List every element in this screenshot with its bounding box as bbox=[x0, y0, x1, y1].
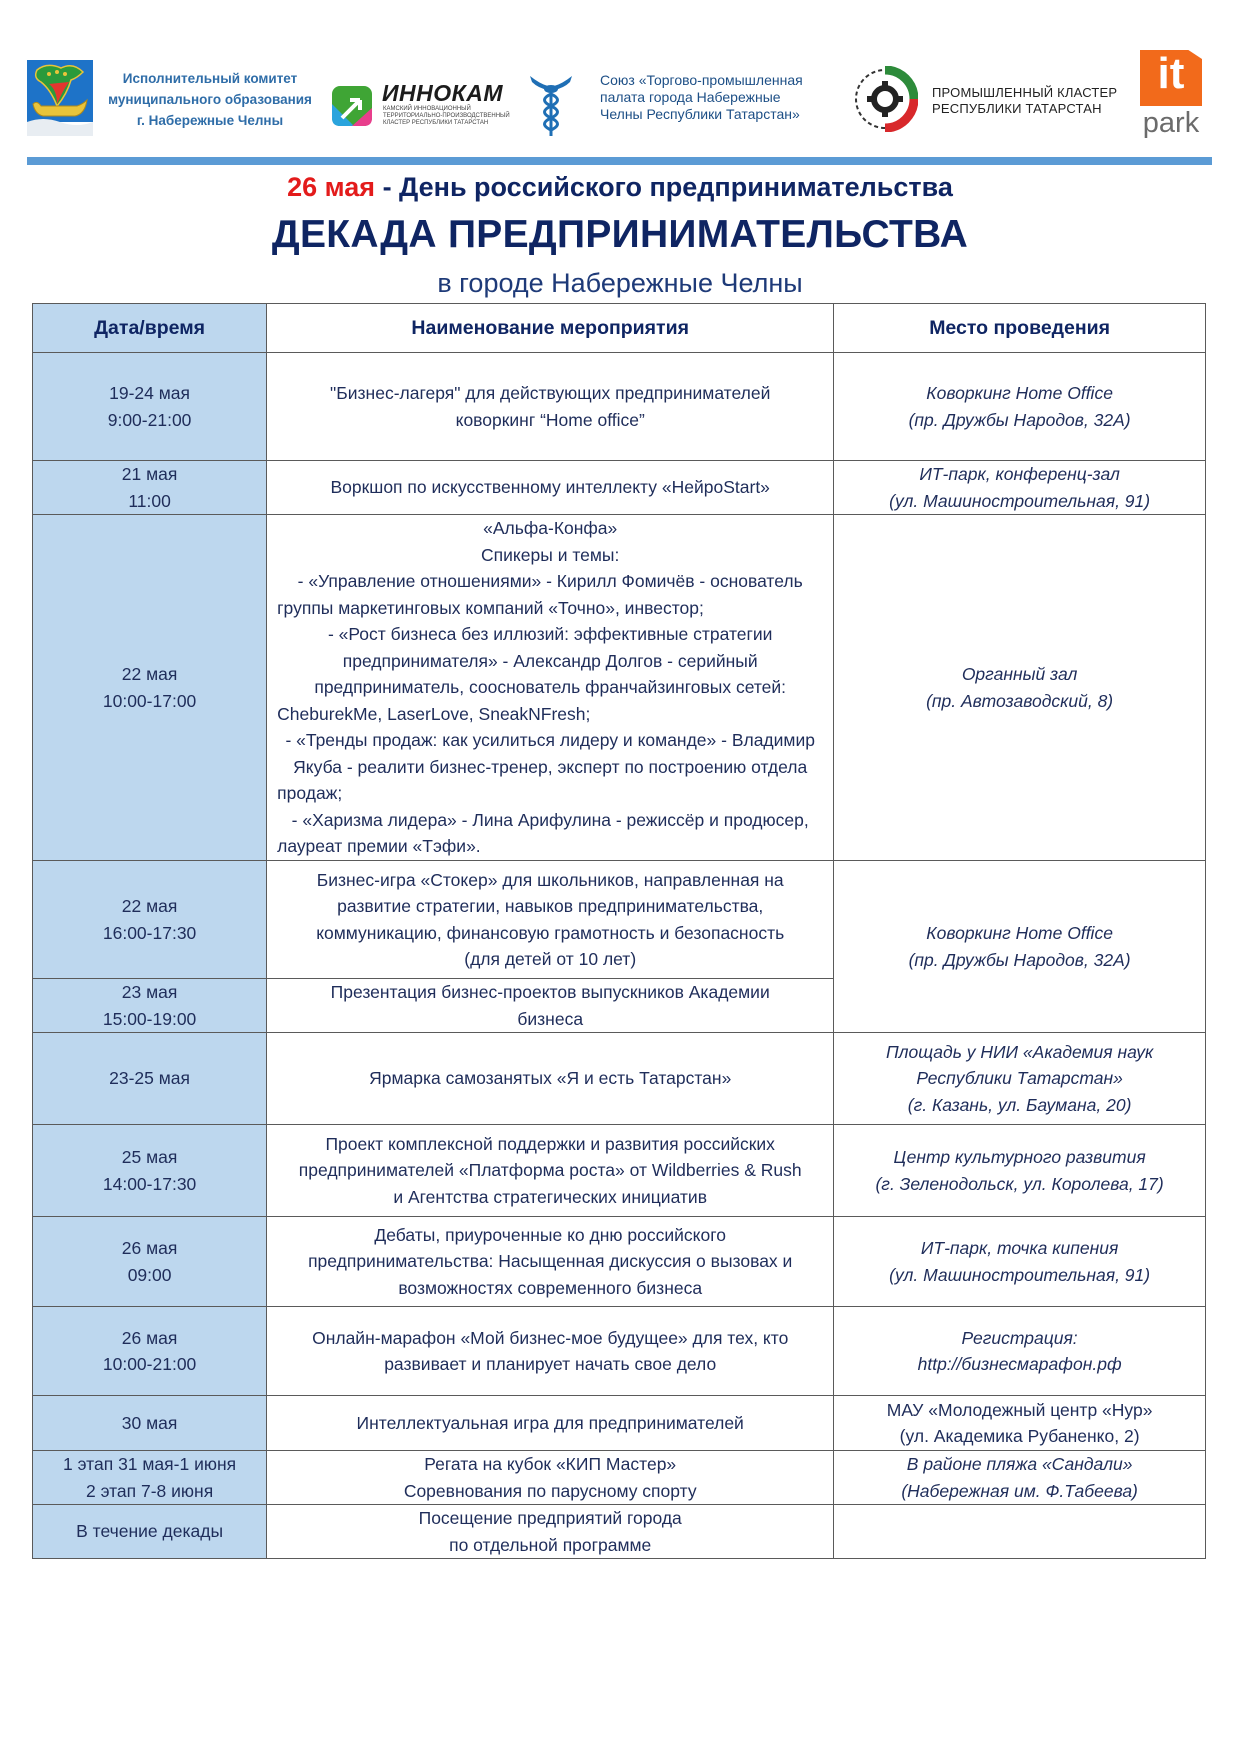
chamber-line-2: палата города Набережные bbox=[600, 89, 781, 105]
event-cell bbox=[267, 1451, 834, 1505]
event-text: Онлайн-марафон «Мой бизнес-мое будущее» для тех, кто bbox=[312, 1327, 789, 1348]
innokam-name: ИННОКАМ bbox=[382, 80, 504, 106]
date-cell bbox=[33, 461, 267, 515]
table-header-row bbox=[33, 304, 1206, 353]
date-text: 22 мая bbox=[121, 896, 178, 916]
place-cell bbox=[834, 1125, 1206, 1217]
place-text: Коворкинг Home Office bbox=[926, 383, 1113, 403]
place-address: (ул. Машиностроительная, 91) bbox=[889, 1264, 1151, 1285]
event-text: Проект комплексной поддержки и развития российских bbox=[325, 1133, 775, 1154]
event-text: развитие стратегии, навыков предпринимательства, bbox=[337, 896, 764, 916]
chamber-line-3: Челны Республики Татарстан» bbox=[600, 106, 800, 122]
table-row bbox=[33, 1033, 1206, 1125]
date-text: 30 мая bbox=[121, 1412, 178, 1433]
time-text: 09:00 bbox=[127, 1264, 172, 1285]
event-text: "Бизнес-лагеря" для действующих предпринимателей bbox=[330, 383, 771, 403]
gear-icon bbox=[852, 66, 918, 132]
date-text: 23 мая bbox=[121, 982, 178, 1002]
event-text: и Агентства стратегических инициатив bbox=[393, 1186, 708, 1207]
itpark-park-text: park bbox=[1142, 107, 1200, 139]
table-row bbox=[33, 515, 1206, 861]
place-address: (ул. Академика Рубаненко, 2) bbox=[899, 1426, 1140, 1446]
date-cell bbox=[33, 1396, 267, 1451]
event-cell bbox=[267, 1396, 834, 1451]
innokam-logo bbox=[330, 78, 520, 133]
date-text: 26 мая bbox=[121, 1238, 178, 1258]
place-text: ИТ-парк, конференц-зал bbox=[919, 464, 1120, 484]
event-text: Дебаты, приуроченные ко дню российского bbox=[374, 1224, 726, 1245]
time-text: 10:00-21:00 bbox=[102, 1354, 197, 1374]
innokam-sub-1: КАМСКИЙ ИННОВАЦИОННЫЙ bbox=[383, 106, 471, 112]
table-row bbox=[33, 461, 1206, 515]
event-title: «Альфа-Конфа» bbox=[483, 518, 618, 539]
place-cell bbox=[834, 353, 1206, 461]
time-text: 16:00-17:30 bbox=[102, 922, 197, 943]
table-row bbox=[33, 353, 1206, 461]
event-text: предпринимательства: Насыщенная дискуссия о вызовах и bbox=[308, 1251, 793, 1272]
title-line-1-rest: - День российского предпринимательства bbox=[375, 172, 953, 202]
cluster-line-2: РЕСПУБЛИКИ ТАТАРСТАН bbox=[932, 101, 1102, 116]
place-cell bbox=[834, 515, 1206, 861]
time-text: 10:00-17:00 bbox=[102, 690, 197, 711]
time-text: 14:00-17:30 bbox=[102, 1173, 197, 1194]
event-text: коворкинг “Home office” bbox=[455, 409, 645, 430]
date-cell bbox=[33, 979, 267, 1033]
event-cell bbox=[267, 1125, 834, 1217]
place-text: Коворкинг Home Office bbox=[926, 923, 1113, 943]
registration-link[interactable]: http://бизнесмарафон.рф bbox=[917, 1354, 1122, 1374]
place-address: (Набережная им. Ф.Табеева) bbox=[901, 1480, 1138, 1501]
executive-committee-name bbox=[100, 68, 320, 131]
place-address: (ул. Машиностроительная, 91) bbox=[889, 490, 1151, 511]
event-text: Соревнования по парусному спорту bbox=[403, 1480, 697, 1501]
date-cell bbox=[33, 1505, 267, 1559]
page-subtitle: в городе Набережные Челны bbox=[437, 268, 803, 298]
date-text: 1 этап 31 мая-1 июня bbox=[63, 1454, 237, 1474]
column-header-date: Дата/время bbox=[33, 304, 267, 353]
speaker-item: - «Харизма лидера» - Лина Арифулина - режиссёр и продюсер, лауреат премии «Тэфи». bbox=[277, 809, 809, 857]
place-text: ИТ-парк, точка кипения bbox=[920, 1238, 1119, 1258]
event-text: (для детей от 10 лет) bbox=[464, 949, 637, 969]
event-text: Ярмарка самозанятых «Я и есть Татарстан» bbox=[369, 1068, 732, 1089]
exec-line-1: Исполнительный комитет bbox=[122, 71, 298, 86]
place-address: (пр. Дружбы Народов, 32А) bbox=[908, 949, 1131, 970]
innokam-sub-3: КЛАСТЕР РЕСПУБЛИКИ ТАТАРСТАН bbox=[383, 120, 489, 126]
place-text: Центр культурного развития bbox=[893, 1147, 1146, 1167]
table-row bbox=[33, 1125, 1206, 1217]
table-row bbox=[33, 861, 1206, 979]
place-text: В районе пляжа «Сандали» bbox=[906, 1454, 1133, 1474]
date-text: В течение декады bbox=[76, 1521, 224, 1542]
industrial-cluster-name bbox=[932, 85, 1132, 117]
event-text: предпринимателей «Платформа роста» от Wildberries & Rush bbox=[298, 1160, 802, 1181]
place-address: (пр. Дружбы Народов, 32А) bbox=[908, 409, 1131, 430]
event-cell bbox=[267, 461, 834, 515]
speaker-item: - «Рост бизнеса без иллюзий: эффективные стратегии предпринимателя» - Александр Долгов - серийный предприниматель, сооснователь франчайзинговых сетей: CheburekMe, LaserLove, SneakNFresh; bbox=[277, 624, 787, 724]
date-cell bbox=[33, 515, 267, 861]
speaker-item: - «Тренды продаж: как усилиться лидеру и команде» - Владимир Якуба - реалити бизнес-тренер, эксперт по построению отдела продаж; bbox=[277, 730, 815, 804]
place-cell bbox=[834, 1307, 1206, 1396]
event-text: Бизнес-игра «Стокер» для школьников, направленная на bbox=[316, 869, 784, 890]
event-cell bbox=[267, 1033, 834, 1125]
place-cell bbox=[834, 861, 1206, 1033]
event-text: Регата на кубок «КИП Мастер» bbox=[424, 1454, 677, 1474]
place-cell bbox=[834, 1396, 1206, 1451]
column-header-place: Место проведения bbox=[834, 304, 1206, 353]
event-text: Посещение предприятий города bbox=[418, 1508, 682, 1528]
event-text: Презентация бизнес-проектов выпускников Академии bbox=[330, 982, 770, 1002]
date-cell bbox=[33, 1033, 267, 1125]
event-cell bbox=[267, 1217, 834, 1307]
event-cell bbox=[267, 353, 834, 461]
table-row bbox=[33, 1217, 1206, 1307]
place-address: (г. Казань, ул. Баумана, 20) bbox=[907, 1094, 1132, 1115]
event-cell bbox=[267, 1505, 834, 1559]
place-cell bbox=[834, 1217, 1206, 1307]
date-cell bbox=[33, 353, 267, 461]
place-cell-empty bbox=[834, 1505, 1206, 1559]
exec-line-3: г. Набережные Челны bbox=[136, 113, 284, 128]
place-cell bbox=[834, 1451, 1206, 1505]
itpark-logo bbox=[1140, 50, 1202, 142]
logos-header bbox=[0, 0, 1240, 160]
place-cell bbox=[834, 1033, 1206, 1125]
event-text: Интеллектуальная игра для предпринимателей bbox=[356, 1412, 744, 1433]
date-cell bbox=[33, 1125, 267, 1217]
innokam-subtitle bbox=[383, 106, 523, 127]
date-text: 23-25 мая bbox=[109, 1068, 191, 1089]
chamber-line-1: Союз «Торгово-промышленная bbox=[600, 72, 803, 88]
date-text: 25 мая bbox=[121, 1147, 178, 1167]
chamber-of-commerce-name bbox=[600, 72, 840, 123]
event-text: развивает и планирует начать свое дело bbox=[384, 1354, 717, 1374]
place-text: Республики Татарстан» bbox=[916, 1068, 1123, 1089]
column-header-event: Наименование мероприятия bbox=[267, 304, 834, 353]
event-text: коммуникацию, финансовую грамотность и безопасность bbox=[316, 922, 785, 943]
date-cell bbox=[33, 1451, 267, 1505]
date-cell bbox=[33, 861, 267, 979]
date-text: 2 этап 7-8 июня bbox=[85, 1480, 214, 1501]
table-row bbox=[33, 1307, 1206, 1396]
innokam-sub-2: ТЕРРИТОРИАЛЬНО-ПРОИЗВОДСТВЕННЫЙ bbox=[383, 113, 510, 119]
speaker-item: - «Управление отношениями» - Кирилл Фомичёв - основатель группы маркетинговых компаний «Точно», инвестор; bbox=[277, 571, 803, 618]
event-cell bbox=[267, 979, 834, 1033]
title-line-1 bbox=[0, 172, 1240, 203]
event-cell bbox=[267, 861, 834, 979]
header-divider bbox=[27, 157, 1212, 165]
place-text: Органный зал bbox=[961, 664, 1078, 684]
table-row bbox=[33, 1396, 1206, 1451]
event-cell bbox=[267, 515, 834, 861]
event-cell bbox=[267, 1307, 834, 1396]
time-text: 11:00 bbox=[128, 490, 171, 511]
table-row bbox=[33, 1505, 1206, 1559]
schedule-table bbox=[32, 303, 1206, 1559]
date-text: 26 мая bbox=[121, 1327, 178, 1348]
place-cell bbox=[834, 461, 1206, 515]
place-address: (пр. Автозаводский, 8) bbox=[926, 690, 1114, 711]
itpark-it-text: it bbox=[1157, 49, 1185, 98]
event-text: Воркшоп по искусственному интеллекту «НейроStart» bbox=[330, 477, 770, 498]
date-text: 22 мая bbox=[121, 664, 178, 684]
city-coat-of-arms-icon bbox=[27, 60, 93, 136]
table-row bbox=[33, 1451, 1206, 1505]
place-address: (г. Зеленодольск, ул. Королева, 17) bbox=[875, 1173, 1164, 1194]
date-cell bbox=[33, 1217, 267, 1307]
exec-line-2: муниципального образования bbox=[108, 92, 312, 107]
place-text: МАУ «Молодежный центр «Нур» bbox=[886, 1399, 1153, 1420]
date-text: 19-24 мая bbox=[109, 383, 191, 403]
place-text: Площадь у НИИ «Академия наук bbox=[885, 1041, 1154, 1062]
event-text: по отдельной программе bbox=[449, 1534, 652, 1555]
registration-label: Регистрация: bbox=[961, 1327, 1078, 1348]
cluster-line-1: ПРОМЫШЛЕННЫЙ КЛАСТЕР bbox=[932, 85, 1118, 100]
page-title: ДЕКАДА ПРЕДПРИНИМАТЕЛЬСТВА bbox=[271, 213, 969, 256]
time-text: 15:00-19:00 bbox=[102, 1008, 197, 1029]
event-text: возможностях современного бизнеса bbox=[398, 1277, 703, 1298]
event-subtitle: Спикеры и темы: bbox=[481, 544, 620, 565]
caduceus-icon bbox=[528, 70, 574, 138]
innokam-arrow-icon bbox=[330, 84, 374, 128]
date-text: 21 мая bbox=[121, 464, 178, 484]
date-cell bbox=[33, 1307, 267, 1396]
event-text: бизнеса bbox=[517, 1008, 584, 1029]
title-date-highlight: 26 мая bbox=[287, 172, 376, 202]
time-text: 9:00-21:00 bbox=[107, 409, 192, 430]
